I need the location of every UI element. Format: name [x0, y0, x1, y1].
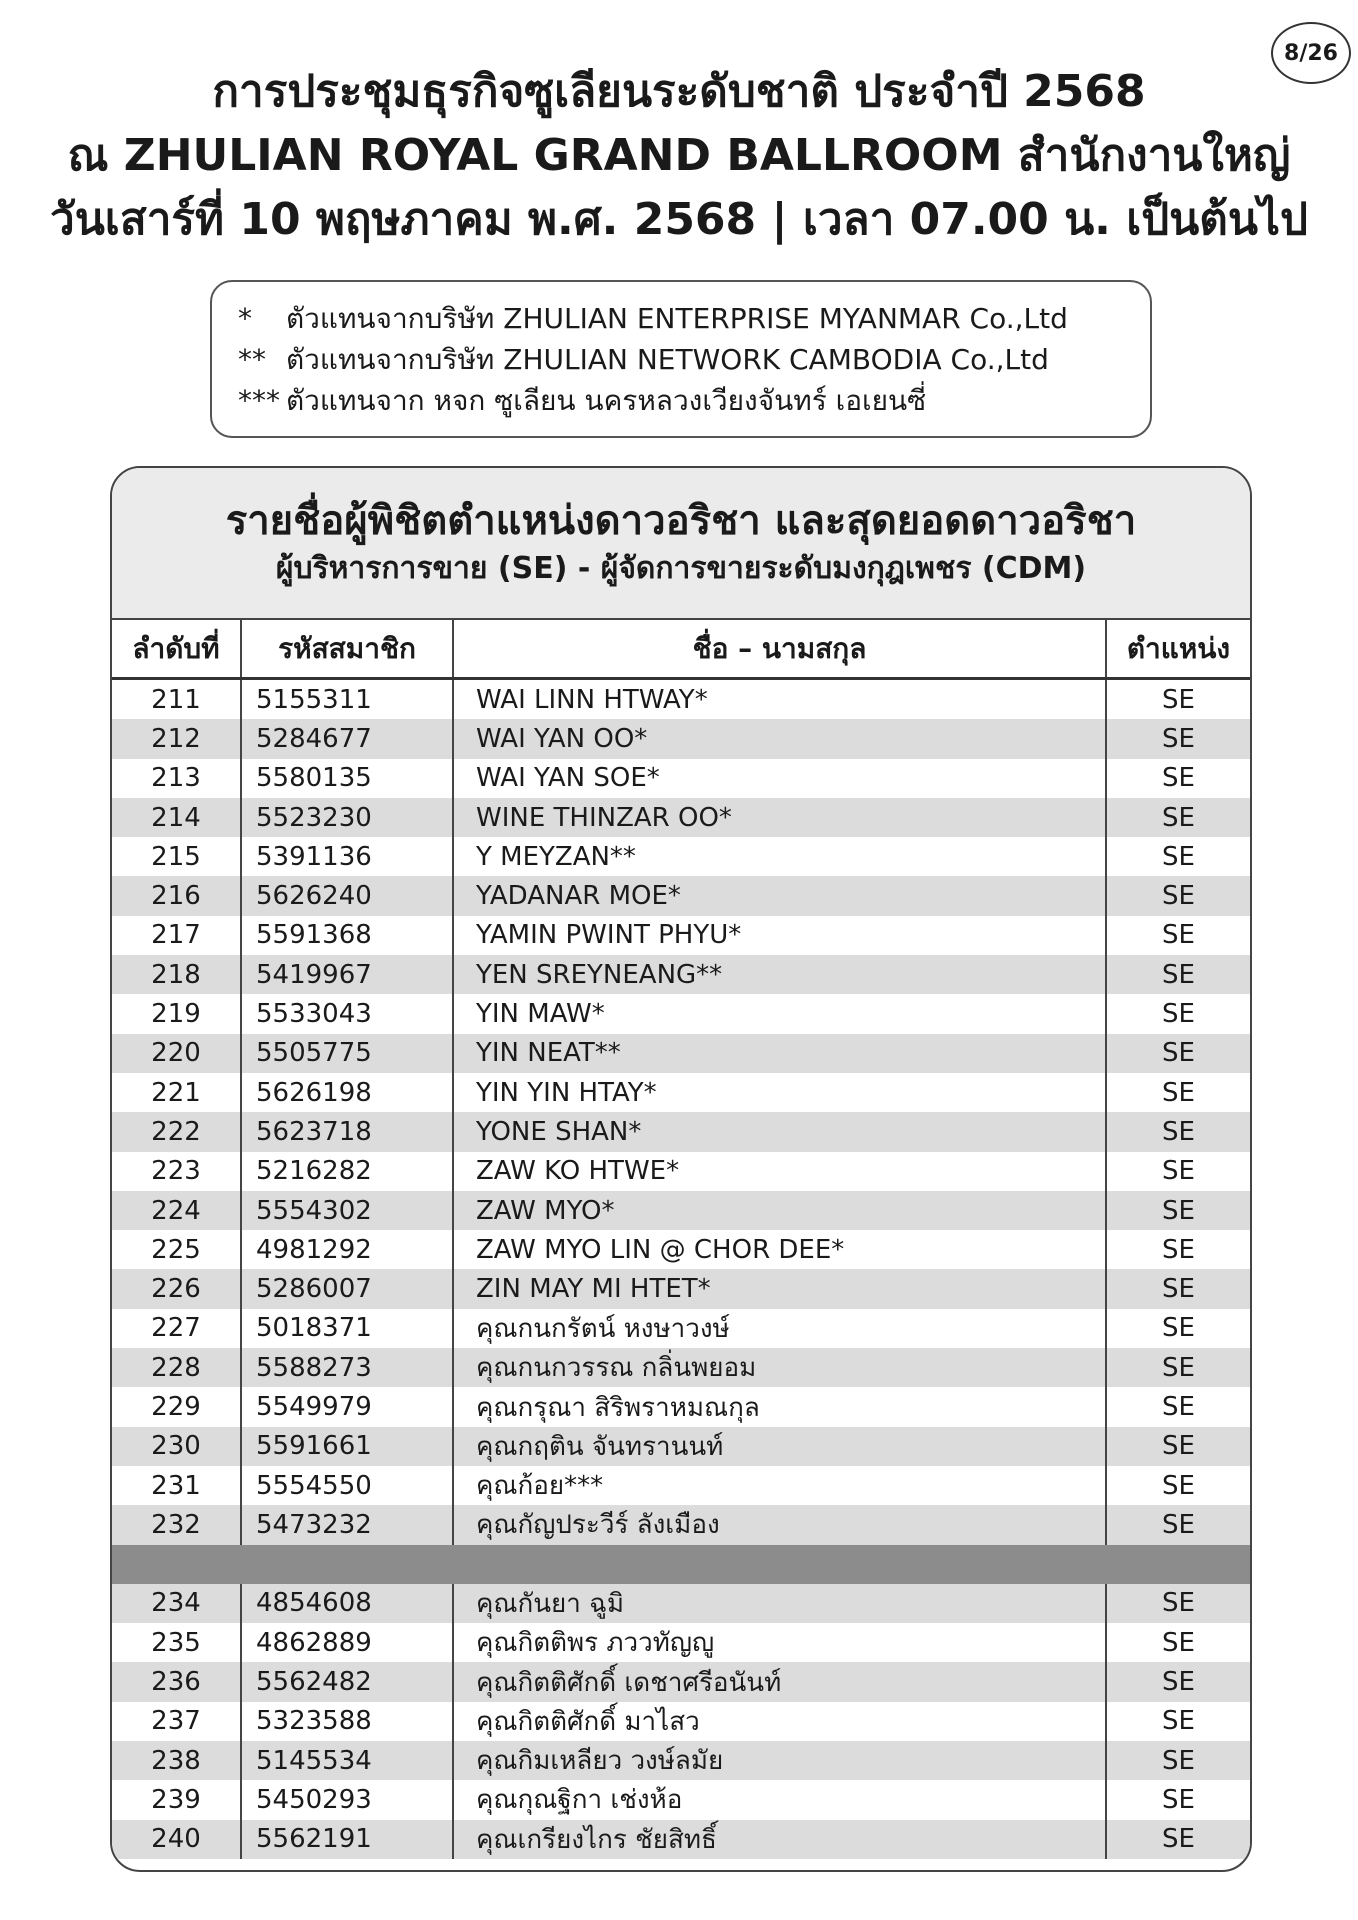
table-row: [112, 1112, 1250, 1151]
cell-rank: 232: [151, 1509, 201, 1540]
event-header: [40, 60, 1318, 252]
cell-rank: 221: [151, 1077, 201, 1108]
cell-position: SE: [1105, 1505, 1250, 1544]
cell-name: YIN NEAT**: [452, 1034, 1105, 1073]
table-row: [112, 1741, 1250, 1780]
cell-position: SE: [1105, 1112, 1250, 1151]
cell-rank: 218: [151, 959, 201, 990]
cell-member-code: 5391136: [240, 837, 452, 876]
table-row: [112, 1584, 1250, 1623]
table-row: [112, 1387, 1250, 1426]
cell-name: คุณกันยา ฉูมิ: [452, 1584, 1105, 1623]
table-row: [112, 1348, 1250, 1387]
cell-name: YONE SHAN*: [452, 1112, 1105, 1151]
cell-position: SE: [1105, 1269, 1250, 1308]
cell-member-code: 5626198: [240, 1073, 452, 1112]
table-row: [112, 837, 1250, 876]
table-row: [112, 1623, 1250, 1662]
cell-member-code: 5284677: [240, 719, 452, 758]
column-header-position: ตำแหน่ง: [1105, 620, 1250, 677]
cell-member-code: 5580135: [240, 759, 452, 798]
cell-rank: 214: [151, 802, 201, 833]
cell-member-code: 5562482: [240, 1662, 452, 1701]
cell-rank: 229: [151, 1391, 201, 1422]
winners-table: [110, 466, 1252, 1872]
cell-name: คุณกนกวรรณ กลิ่นพยอม: [452, 1348, 1105, 1387]
legend-text: ตัวแทนจาก หจก ซูเลียน นครหลวงเวียงจันทร์ เอเยนซี่: [286, 384, 927, 417]
cell-member-code: 4854608: [240, 1584, 452, 1623]
table-row: [112, 916, 1250, 955]
legend-text: ตัวแทนจากบริษัท ZHULIAN NETWORK CAMBODIA Co.,Ltd: [286, 343, 1049, 376]
cell-position: SE: [1105, 1780, 1250, 1819]
table-subtitle: ผู้บริหารการขาย (SE) - ผู้จัดการขายระดับมงกุฎเพชร (CDM): [275, 551, 1087, 586]
cell-position: SE: [1105, 837, 1250, 876]
table-row: [112, 1466, 1250, 1505]
cell-position: SE: [1105, 955, 1250, 994]
cell-position: [1105, 1545, 1250, 1584]
cell-member-code: 5323588: [240, 1702, 452, 1741]
cell-position: SE: [1105, 1230, 1250, 1269]
table-row: [112, 1662, 1250, 1701]
cell-rank: 234: [151, 1588, 201, 1619]
cell-name: Y MEYZAN**: [452, 837, 1105, 876]
table-body: [112, 680, 1250, 1859]
cell-member-code: 5216282: [240, 1152, 452, 1191]
legend-mark: ***: [238, 384, 280, 417]
table-row: [112, 798, 1250, 837]
table-row: [112, 1505, 1250, 1544]
cell-rank: 240: [151, 1824, 201, 1855]
table-row: [112, 1073, 1250, 1112]
table-row: [112, 759, 1250, 798]
cell-name: YEN SREYNEANG**: [452, 955, 1105, 994]
cell-name: YIN MAW*: [452, 994, 1105, 1033]
column-header-rank: ลำดับที่: [132, 631, 220, 665]
cell-position: SE: [1105, 1309, 1250, 1348]
cell-rank: 213: [151, 763, 201, 794]
cell-member-code: 5562191: [240, 1820, 452, 1859]
cell-member-code: 5018371: [240, 1309, 452, 1348]
cell-member-code: 5523230: [240, 798, 452, 837]
cell-name: คุณกิตติศักดิ์ เดชาศรีอนันท์: [452, 1662, 1105, 1701]
legend-text: ตัวแทนจากบริษัท ZHULIAN ENTERPRISE MYANMAR Co.,Ltd: [286, 302, 1068, 335]
column-header-name: ชื่อ – นามสกุล: [452, 620, 1105, 677]
cell-rank: 222: [151, 1116, 201, 1147]
cell-position: SE: [1105, 1662, 1250, 1701]
cell-member-code: 5155311: [240, 680, 452, 719]
table-row: [112, 1820, 1250, 1859]
table-row-separator: [112, 1545, 1250, 1584]
cell-rank: 225: [151, 1234, 201, 1265]
cell-position: SE: [1105, 719, 1250, 758]
cell-rank: 238: [151, 1745, 201, 1776]
cell-rank: 239: [151, 1784, 201, 1815]
legend-row: [238, 380, 1124, 421]
cell-name: WAI YAN SOE*: [452, 759, 1105, 798]
legend-box: [210, 280, 1152, 438]
cell-rank: 212: [151, 723, 201, 754]
cell-position: SE: [1105, 1152, 1250, 1191]
cell-rank: [112, 1545, 240, 1584]
table-row: [112, 1269, 1250, 1308]
cell-rank: 211: [151, 684, 201, 715]
cell-position: SE: [1105, 798, 1250, 837]
cell-position: SE: [1105, 680, 1250, 719]
cell-position: SE: [1105, 1348, 1250, 1387]
cell-name: คุณกิตติศักดิ์ มาไสว: [452, 1702, 1105, 1741]
cell-name: YAMIN PWINT PHYU*: [452, 916, 1105, 955]
cell-member-code: 5145534: [240, 1741, 452, 1780]
cell-position: SE: [1105, 916, 1250, 955]
table-row: [112, 876, 1250, 915]
cell-name: [452, 1545, 1105, 1584]
cell-rank: 223: [151, 1156, 201, 1187]
cell-position: SE: [1105, 1820, 1250, 1859]
cell-member-code: 5554550: [240, 1466, 452, 1505]
cell-name: ZIN MAY MI HTET*: [452, 1269, 1105, 1308]
cell-name: คุณก้อย***: [452, 1466, 1105, 1505]
cell-name: คุณกุณฐิกา เช่งห้อ: [452, 1780, 1105, 1819]
cell-position: SE: [1105, 1034, 1250, 1073]
table-row: [112, 1230, 1250, 1269]
table-row: [112, 994, 1250, 1033]
cell-name: YADANAR MOE*: [452, 876, 1105, 915]
cell-member-code: 5286007: [240, 1269, 452, 1308]
cell-name: WAI YAN OO*: [452, 719, 1105, 758]
cell-name: คุณเกรียงไกร ชัยสิทธิ์: [452, 1820, 1105, 1859]
cell-member-code: 5450293: [240, 1780, 452, 1819]
cell-position: SE: [1105, 1466, 1250, 1505]
cell-position: SE: [1105, 1741, 1250, 1780]
cell-name: คุณกรุณา สิริพราหมณกุล: [452, 1387, 1105, 1426]
cell-position: SE: [1105, 994, 1250, 1033]
cell-position: SE: [1105, 1387, 1250, 1426]
cell-member-code: 5591661: [240, 1427, 452, 1466]
cell-name: YIN YIN HTAY*: [452, 1073, 1105, 1112]
table-row: [112, 680, 1250, 719]
cell-member-code: 5588273: [240, 1348, 452, 1387]
table-row: [112, 1034, 1250, 1073]
cell-position: SE: [1105, 1073, 1250, 1112]
legend-mark: *: [238, 302, 252, 335]
cell-rank: 226: [151, 1274, 201, 1305]
cell-position: SE: [1105, 876, 1250, 915]
cell-name: WINE THINZAR OO*: [452, 798, 1105, 837]
table-row: [112, 1780, 1250, 1819]
cell-name: WAI LINN HTWAY*: [452, 680, 1105, 719]
cell-rank: 220: [151, 1038, 201, 1069]
table-row: [112, 1152, 1250, 1191]
cell-member-code: 4981292: [240, 1230, 452, 1269]
event-venue: ณ ZHULIAN ROYAL GRAND BALLROOM สำนักงานใหญ่: [67, 130, 1291, 181]
page-indicator-text: 8/26: [1284, 40, 1338, 66]
cell-rank: 235: [151, 1627, 201, 1658]
cell-position: SE: [1105, 1623, 1250, 1662]
cell-member-code: 5549979: [240, 1387, 452, 1426]
table-row: [112, 1309, 1250, 1348]
legend-row: [238, 298, 1124, 339]
cell-member-code: 5419967: [240, 955, 452, 994]
cell-name: คุณกิมเหลียว วงษ์ลมัย: [452, 1741, 1105, 1780]
legend-mark: **: [238, 343, 266, 376]
event-date-time: วันเสาร์ที่ 10 พฤษภาคม พ.ศ. 2568 | เวลา 07.00 น. เป็นต้นไป: [50, 194, 1308, 245]
cell-member-code: 5626240: [240, 876, 452, 915]
table-row: [112, 1427, 1250, 1466]
cell-member-code: 5591368: [240, 916, 452, 955]
cell-rank: 230: [151, 1431, 201, 1462]
cell-member-code: 5533043: [240, 994, 452, 1033]
cell-rank: 216: [151, 881, 201, 912]
cell-rank: 217: [151, 920, 201, 951]
column-header-member-code: รหัสสมาชิก: [240, 620, 452, 677]
table-title: รายชื่อผู้พิชิตตำแหน่งดาวอริชา และสุดยอดดาวอริชา: [225, 498, 1137, 544]
cell-name: ZAW KO HTWE*: [452, 1152, 1105, 1191]
cell-position: SE: [1105, 1584, 1250, 1623]
cell-member-code: 4862889: [240, 1623, 452, 1662]
cell-rank: 228: [151, 1352, 201, 1383]
cell-position: SE: [1105, 759, 1250, 798]
cell-rank: 237: [151, 1706, 201, 1737]
table-column-header: [112, 620, 1250, 680]
cell-member-code: 5473232: [240, 1505, 452, 1544]
cell-rank: 236: [151, 1667, 201, 1698]
cell-rank: 227: [151, 1313, 201, 1344]
table-heading: [112, 468, 1250, 620]
cell-rank: 224: [151, 1195, 201, 1226]
table-row: [112, 1702, 1250, 1741]
cell-member-code: 5554302: [240, 1191, 452, 1230]
cell-name: ZAW MYO*: [452, 1191, 1105, 1230]
cell-member-code: 5623718: [240, 1112, 452, 1151]
table-row: [112, 955, 1250, 994]
cell-rank: 231: [151, 1470, 201, 1501]
cell-member-code: [240, 1545, 452, 1584]
cell-name: ZAW MYO LIN @ CHOR DEE*: [452, 1230, 1105, 1269]
cell-rank: 215: [151, 841, 201, 872]
cell-name: คุณกิตติพร ภววทัญญู: [452, 1623, 1105, 1662]
event-title: การประชุมธุรกิจซูเลียนระดับชาติ ประจำปี 2568: [212, 66, 1146, 117]
cell-position: SE: [1105, 1191, 1250, 1230]
cell-name: คุณกฤติน จันทรานนท์: [452, 1427, 1105, 1466]
cell-name: คุณกัญประวีร์ ลังเมือง: [452, 1505, 1105, 1544]
table-row: [112, 1191, 1250, 1230]
table-row: [112, 719, 1250, 758]
cell-name: คุณกนกรัตน์ หงษาวงษ์: [452, 1309, 1105, 1348]
legend-row: [238, 339, 1124, 380]
cell-position: SE: [1105, 1427, 1250, 1466]
cell-member-code: 5505775: [240, 1034, 452, 1073]
cell-position: SE: [1105, 1702, 1250, 1741]
cell-rank: 219: [151, 999, 201, 1030]
